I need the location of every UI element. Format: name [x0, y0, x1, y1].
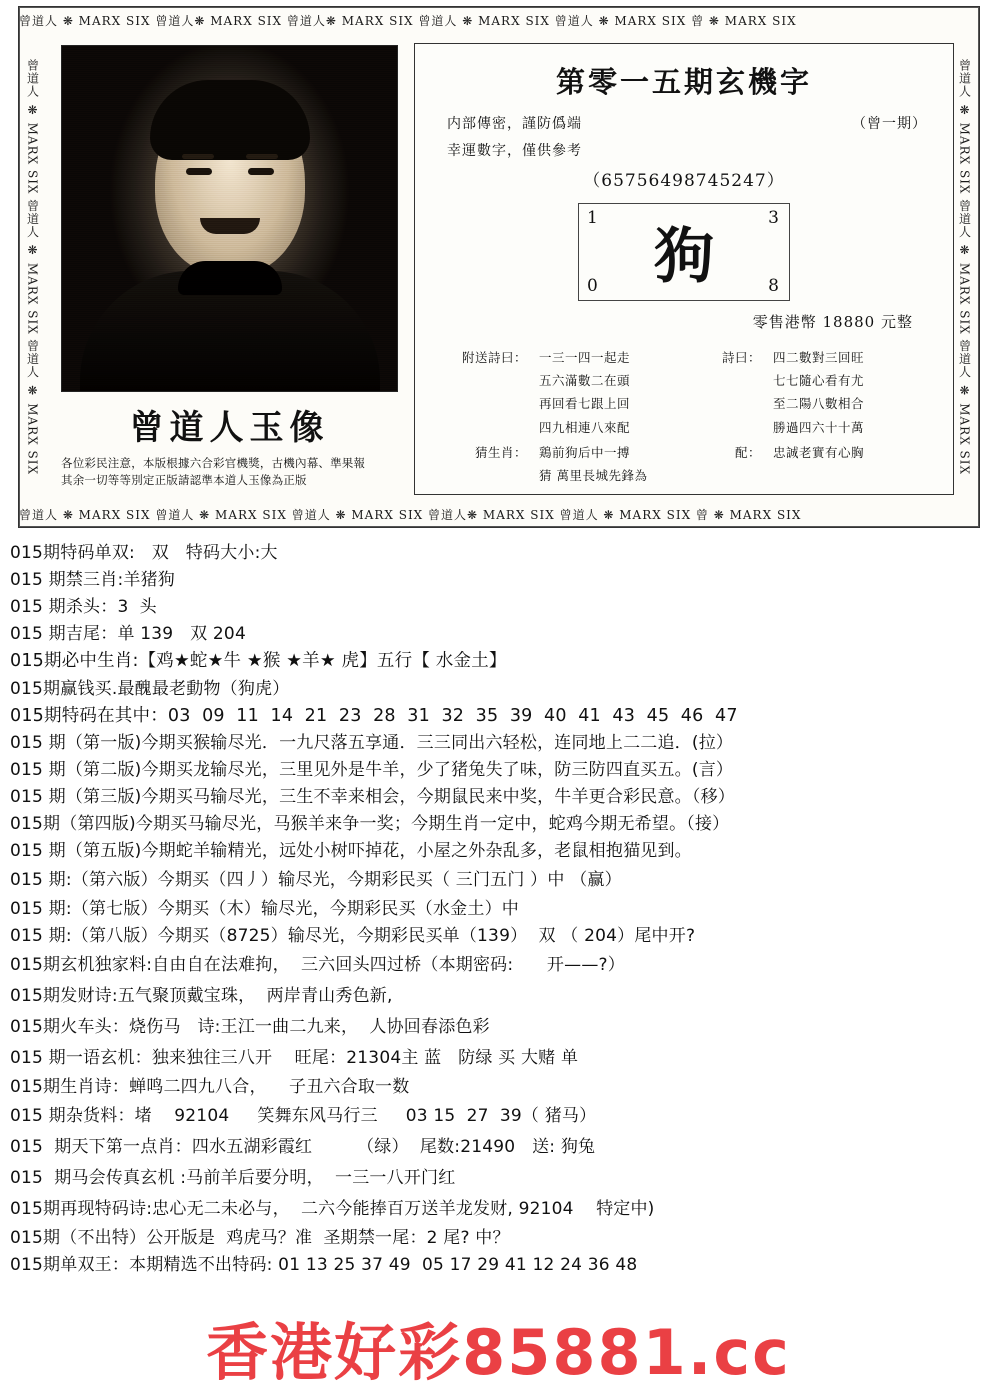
forecast-line: 015 期吉尾：单 139 双 204 [10, 624, 246, 644]
forecast-line: 015 期:（第七版）今期买（木）输尽光，今期彩民买（水金土）中 [10, 899, 519, 919]
marquee-right: 曾道人 ❋ MARX SIX 曾道人 ❋ MARX SIX 曾道人 ❋ MARX SIX [957, 58, 972, 476]
forecast-line: 015期（第四版)今期买马输尽光，马猴羊来争一奖；今期生肖一定中，蛇鸡今期无希望。（接） [10, 814, 730, 834]
poem-right-line-3: 至二陽八數相合 [773, 396, 865, 412]
guess-line-2: 猜 萬里長城先鋒為 [539, 467, 648, 483]
poem-left-line-4: 四九相連八來配 [539, 419, 631, 435]
forecast-line: 015期生肖诗：蝉鸣二四九八合， 子丑六合取一数 [10, 1077, 410, 1097]
lucky-number: （65756498745247） [583, 171, 785, 192]
poem-right-line-1: 四二數對三回旺 [773, 350, 865, 366]
guess-lines [533, 441, 695, 487]
guess-label: 猜生肖： [474, 444, 527, 460]
forecast-line: 015期必中生肖:【鸡★蛇★牛 ★猴 ★羊★ 虎】五行【 水金土】 [10, 651, 507, 671]
poem-block [429, 346, 939, 439]
forecast-line: 015 期禁三肖:羊猪狗 [10, 570, 175, 590]
poem-right-lines [767, 346, 939, 439]
guess-block [429, 441, 939, 487]
forecast-line: 015期发财诗:五气聚顶戴宝珠， 两岸青山秀色新, [10, 986, 393, 1006]
poem-right-label: 詩曰： [721, 350, 761, 366]
zodiac-character: 狗 [654, 222, 714, 293]
forecast-line: 015期单双王：本期精选不出特码: 01 13 25 37 49 05 17 29 41 12 24 36 48 [10, 1255, 638, 1275]
poem-left-lines [533, 346, 695, 439]
forecast-line: 015期特码单双: 双 特码大小:大 [10, 543, 278, 563]
zodiac-corner-top-right: 3 [768, 208, 779, 229]
poem-right-line-4: 勝過四六十十萬 [773, 419, 865, 435]
forecast-line: 015 期（第二版)今期买龙输尽光，三里见外是牛羊，少了猪兔失了味，防三防四直买五。(言） [10, 760, 734, 780]
poem-right-line-2: 七七隨心看有尤 [773, 373, 865, 389]
forecast-line: 015期再现特码诗:忠心无二未必与， 二六今能捧百万送羊龙发财, 92104 特定中) [10, 1199, 655, 1219]
forecast-line: 015 期（第一版)今期买猴输尽光．一九尺落五享通．三三同出六轻松，连同地上二二追．(拉） [10, 733, 734, 753]
watermark [0, 1310, 997, 1389]
forecast-line: 015 期天下第一点肖：四水五湖彩霞红 （绿） 尾数:21490 送: 狗兔 [10, 1137, 596, 1157]
poem-left-line-1: 一三一四一起走 [539, 350, 631, 366]
match-label: 配： [734, 444, 761, 460]
forecast-line: 015 期（第五版)今期蛇羊输精光，远处小树吓掉花，小屋之外杂乱多，老鼠相抱猫见到。 [10, 841, 692, 861]
marquee-top [19, 9, 979, 31]
forecast-line: 015 期马会传真玄机 :马前羊后要分明， 一三一八开门红 [10, 1168, 456, 1188]
panel-sub-line-1: 内部傳密，謹防僞端 [447, 116, 582, 132]
forecast-line: 015期（不出特）公开版是 鸡虎马？准 圣期禁一尾：2 尾? 中？ [10, 1228, 510, 1248]
photo-grain-overlay [62, 46, 397, 391]
oracle-panel [414, 43, 954, 495]
panel-sub-line-2: 幸運數字，僅供參考 [447, 142, 582, 159]
portrait-section [47, 33, 408, 501]
forecast-line: 015期火车头：烧伤马 诗:王江一曲二九来， 人协回春添色彩 [10, 1017, 490, 1037]
guess-line-1: 鶏前狗后中一搏 [539, 444, 631, 460]
forecast-line: 015 期:（第六版）今期买（四丿）输尽光，今期彩民买（ 三门五门 ）中 （赢） [10, 870, 622, 890]
portrait-photo [61, 45, 398, 392]
poem-left-line-2: 五六滿數二在頭 [539, 373, 631, 389]
portrait-note-line-2: 其余一切等等別定正版請認準本道人玉像為正版 [61, 472, 307, 487]
portrait-note [61, 455, 398, 488]
forecast-line: 015 期一语玄机：独来独往三八开 旺尾：21304主 蓝 防绿 买 大赌 单 [10, 1048, 579, 1068]
panel-title: 第零一五期玄機字 [555, 65, 812, 99]
poem-left-line-3: 再回看七跟上回 [539, 396, 631, 412]
portrait-caption: 曾道人玉像 [129, 408, 330, 448]
price-label: 零售港幣 18880 元整 [752, 313, 913, 332]
zodiac-corner-top-left: 1 [587, 208, 598, 229]
zodiac-box [578, 203, 790, 301]
forecast-line: 015 期:（第八版）今期买（8725）输尽光，今期彩民买单（139） 双 （ 204）尾中开? [10, 926, 696, 946]
forecast-line: 015 期（第三版)今期买马输尽光，三生不幸来相会，今期鼠民来中奖，牛羊更合彩民意。（移） [10, 787, 735, 807]
marquee-left: 曾道人 ❋ MARX SIX 曾道人 ❋ MARX SIX 曾道人 ❋ MARX SIX [25, 58, 40, 476]
panel-issue-note: （曾一期） [852, 116, 927, 132]
forecast-line: 015期特码在其中：03 09 11 14 21 23 28 31 32 35 39 40 41 43 45 46 47 [10, 705, 738, 726]
forecast-line: 015期赢钱买.最醜最老動物（狗虎） [10, 678, 290, 699]
marquee-bottom [19, 503, 979, 525]
marquee-top-text: 曾道人 ❋ MARX SIX 曾道人❋ MARX SIX 曾道人❋ MARX SIX 曾道人 ❋ MARX SIX 曾道人 ❋ MARX SIX 曾 ❋ MARX SIX [19, 13, 797, 28]
poem-left-label: 附送詩曰： [461, 350, 527, 366]
zodiac-corner-bottom-left: 0 [587, 276, 598, 297]
panel-subtitle-block [429, 111, 939, 164]
poster-content [47, 33, 951, 501]
poster-card [18, 6, 980, 528]
zodiac-corner-bottom-right: 8 [768, 276, 779, 297]
forecast-line: 015 期杀头：3 头 [10, 597, 157, 617]
forecast-line: 015期玄机独家料:自由自在法难拘， 三六回头四过桥（本期密码: 开——?） [10, 955, 625, 975]
marquee-bottom-text: 曾道人 ❋ MARX SIX 曾道人 ❋ MARX SIX 曾道人 ❋ MARX SIX 曾道人❋ MARX SIX 曾道人 ❋ MARX SIX 曾 ❋ MARX SIX [19, 507, 802, 522]
forecast-list [10, 540, 987, 1279]
forecast-line: 015 期杂货料：堵 92104 笑舞东风马行三 03 15 27 39（ 猪马） [10, 1106, 597, 1126]
match-text: 忠誠老實有心胸 [773, 444, 865, 460]
portrait-note-line-1: 各位彩民注意，本版根據六合彩官機獎，古機內幕、準果報 [61, 456, 366, 470]
watermark-text: 香港好彩85881.cc [206, 1315, 791, 1389]
